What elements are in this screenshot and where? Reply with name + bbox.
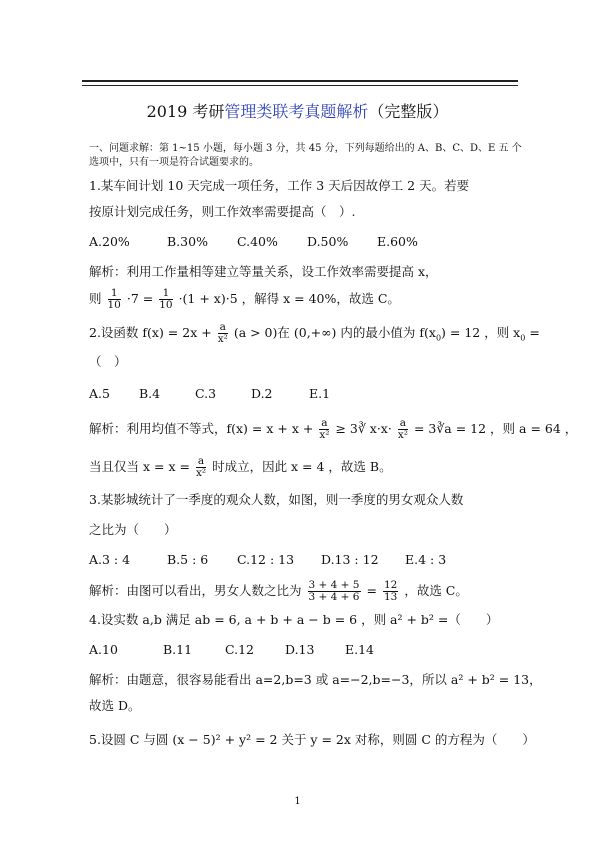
q4-stem: 4.设实数 a,b 满足 ab = 6, a + b + a − b = 6 ，则 a² + b² =（ ）	[89, 612, 499, 627]
header-rule-thin	[82, 85, 518, 86]
q1-solution-line-1: 解析：利用工作量相等建立等量关系，设工作效率需要提高 x，	[89, 264, 438, 279]
q3-sol-frac1-num: 3 + 4 + 5	[308, 579, 360, 591]
q5-stem: 5.设圆 C 与圆 (x − 5)² + y² = 2 关于 y = 2x 对称，则圆 C 的方程为（ ）	[89, 732, 535, 747]
q1-stem-line-1: 1.某车间计划 10 天完成一项任务，工作 3 天后因故停工 2 天。若要	[89, 178, 470, 193]
q1-sol-mid2: ·(1 + x)·5 ，解得 x = 40%，故选 C。	[178, 291, 400, 307]
q3-sol-pre: 解析：由图可以看出，男女人数之比为	[89, 583, 302, 599]
q2-option-d: D.2	[251, 386, 273, 401]
q2-sol-pre: 解析：利用均值不等式，f(x) = x + x +	[89, 421, 314, 437]
q3-option-d: D.13 : 12	[321, 552, 379, 567]
q2-fraction	[218, 322, 228, 345]
q1-frac2-den: 10	[159, 299, 173, 312]
q2-stem-end: =	[529, 325, 540, 341]
q4-options	[89, 644, 374, 657]
title-year: 2019 考研	[146, 102, 225, 121]
q4-option-e: E.14	[345, 642, 375, 657]
q3-option-c: C.12 : 13	[237, 552, 295, 567]
q1-option-c: C.40%	[237, 234, 278, 249]
q2-sol-fraction-2	[398, 418, 408, 441]
q3-options	[89, 554, 446, 567]
q2-subscript-2: 0	[520, 333, 526, 343]
q2-options	[89, 388, 330, 401]
q1-frac1-den: 10	[107, 299, 121, 312]
q4-solution-line-2: 故选 D。	[89, 698, 141, 713]
page-title	[0, 104, 595, 120]
q3-sol-fraction-1	[308, 580, 361, 603]
q1-options	[89, 236, 418, 249]
q4-solution-line-1: 解析：由题意，很容易能看出 a=2,b=3 或 a=−2,b=−3，所以 a² + b² = 13，	[89, 672, 542, 687]
q1-frac2-num: 1	[159, 288, 172, 300]
q1-sol-then: 则	[89, 291, 102, 307]
q2-option-c: C.3	[195, 386, 217, 401]
q2-frac-num: a	[219, 321, 226, 333]
q2-stem-post: (a > 0)在 (0,+∞) 内的最小值为 f(x	[233, 325, 436, 341]
q1-solution-line-2	[89, 288, 400, 311]
q2-sol-mid: ≥ 3∛ x·x·	[335, 421, 392, 437]
q3-option-b: B.5 : 6	[167, 552, 209, 567]
q3-sol-post: ，故选 C。	[404, 583, 468, 599]
q3-sol-frac2-num: 12	[383, 579, 398, 591]
q4-option-a: A.10	[89, 642, 118, 657]
q1-sol-mid1: ·7 =	[126, 291, 154, 307]
q3-solution	[89, 580, 468, 603]
q1-frac1-num: 1	[108, 288, 121, 300]
q1-option-d: D.50%	[307, 234, 349, 249]
q2-sol-frac1-den: x²	[319, 429, 330, 442]
q3-stem-line-2: 之比为（ ）	[89, 522, 177, 537]
q3-sol-frac2-den: 13	[383, 591, 398, 604]
q2-stem-pre: 2.设函数 f(x) = 2x +	[89, 325, 212, 341]
q1-option-e: E.60%	[377, 234, 418, 249]
q2-sol-frac2-num: a	[399, 417, 407, 429]
q2-sol2-pre: 当且仅当 x = x =	[89, 459, 190, 475]
q2-solution-line-1	[89, 418, 577, 441]
q4-option-d: D.13	[285, 642, 315, 657]
q3-sol-eq: =	[366, 583, 377, 599]
q1-option-a: A.20%	[89, 234, 130, 249]
q2-sol-frac1-num: a	[321, 417, 328, 429]
q4-option-b: B.11	[163, 642, 193, 657]
q3-sol-frac1-den: 3 + 4 + 6	[308, 591, 360, 604]
q2-subscript-1: 0	[435, 333, 442, 343]
q1-fraction-1	[108, 288, 121, 311]
q2-sol2-frac-den: x²	[195, 467, 207, 480]
q2-solution-line-2	[89, 456, 392, 479]
q2-sol2-frac-num: a	[197, 455, 205, 467]
header-rule-thick	[82, 80, 518, 82]
q2-frac-den: x²	[217, 333, 228, 346]
q3-option-e: E.4 : 3	[405, 552, 447, 567]
q3-sol-fraction-2	[383, 580, 398, 603]
q2-sol-fraction-1	[319, 418, 329, 441]
title-highlight: 管理类联考真题解析	[224, 102, 369, 121]
title-suffix: （完整版）	[368, 102, 449, 121]
q3-option-a: A.3 : 4	[89, 552, 131, 567]
q2-option-a: A.5	[89, 386, 110, 401]
q1-stem-line-2: 按原计划完成任务，则工作效率需要提高（ ）.	[89, 204, 356, 219]
q2-sol-post: = 3∛a = 12 ，则 a = 64 ，	[413, 421, 578, 437]
q2-sol2-post: 时成立，因此 x = 4 ，故选 B。	[212, 459, 392, 475]
q2-stem-line-2: （ ）	[89, 354, 127, 369]
q1-fraction-2	[159, 288, 172, 311]
q2-stem-tail: ) = 12 ，则 x	[441, 325, 521, 341]
instructions-line-2: 选项中，只有一项是符合试题要求的。	[89, 157, 259, 168]
q4-option-c: C.12	[225, 642, 254, 657]
q1-option-b: B.30%	[167, 234, 208, 249]
q2-sol2-fraction	[196, 456, 206, 479]
instructions-line-1: 一、问题求解：第 1~15 小题，每小题 3 分，共 45 分，下列每题给出的 A、B、C、D、E 五 个	[89, 143, 522, 154]
q3-stem-line-1: 3.某影城统计了一季度的观众人数，如图，则一季度的男女观众人数	[89, 492, 464, 507]
q2-option-b: B.4	[139, 386, 161, 401]
q2-stem-line-1	[89, 322, 540, 345]
page-number: 1	[294, 796, 301, 807]
q2-sol-frac2-den: x²	[397, 429, 408, 442]
q2-option-e: E.1	[309, 386, 331, 401]
